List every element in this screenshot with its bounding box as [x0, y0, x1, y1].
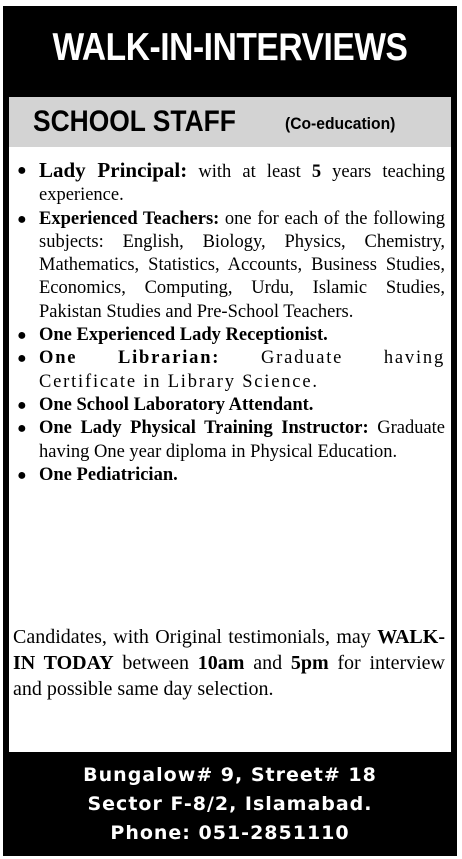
position-desc: with at least — [187, 162, 312, 182]
list-item — [9, 464, 451, 487]
bullet-icon: ● — [17, 466, 27, 484]
walkin-emphasis: WALK-IN TODAY — [13, 626, 445, 674]
list-item — [9, 208, 451, 324]
list-item — [9, 347, 451, 394]
start-time: 10am — [197, 652, 245, 674]
position-title: Experienced Teachers: — [39, 208, 220, 229]
position-desc: Graduate having One year diploma in Physical Education. — [39, 418, 446, 462]
contact-footer — [3, 761, 457, 848]
list-item — [9, 159, 451, 208]
position-title: Lady Principal: — [39, 158, 188, 182]
position-title: One Experienced Lady Receptionist. — [39, 325, 328, 346]
advertisement — [3, 6, 457, 856]
ad-title: WALK-IN-INTERVIEWS — [52, 26, 408, 69]
subheader-note: (Co-education) — [285, 114, 396, 133]
address-line-2: Sector F-8/2, Islamabad. — [87, 793, 373, 815]
bullet-icon: ● — [17, 327, 27, 345]
closing-paragraph — [13, 624, 445, 702]
subheader-band — [9, 97, 451, 147]
position-title: One Pediatrician. — [39, 464, 178, 485]
bullet-icon: ● — [17, 162, 27, 179]
position-desc: Graduate having Certificate in Library Science. — [39, 348, 445, 392]
bullet-icon: ● — [17, 396, 27, 414]
bullet-icon: ● — [17, 420, 27, 438]
phone-line: Phone: 051-2851110 — [110, 822, 350, 844]
position-title: One School Laboratory Attendant. — [39, 394, 314, 415]
bullet-icon: ● — [17, 350, 29, 368]
position-desc: years teaching experience. — [39, 162, 445, 206]
closing-text: and — [244, 652, 291, 674]
years-required: 5 — [311, 162, 322, 182]
subheader-title: SCHOOL STAFF — [33, 105, 236, 138]
position-desc: one for each of the following subjects: English, Biology, Physics, Chemistry, Mathematics, Statistics, Accounts, Business Studies, Economics, Computing, Urdu, Islamic Studies, Pakistan Studies and Pre-School Teachers. — [39, 208, 446, 322]
end-time: 5pm — [290, 652, 329, 674]
position-title: One Lady Physical Training Instructor: — [39, 418, 369, 439]
closing-text: between — [113, 652, 198, 674]
list-item — [9, 324, 451, 347]
closing-text: Candidates, with Original testimonials, may — [13, 626, 378, 648]
positions-list — [9, 159, 451, 487]
position-title: One Librarian: — [39, 348, 221, 369]
closing-text: for interview and possible same day selection. — [13, 652, 445, 700]
list-item — [9, 394, 451, 417]
address-line-1: Bungalow# 9, Street# 18 — [83, 764, 377, 786]
list-item — [9, 417, 451, 464]
bullet-icon: ● — [17, 210, 27, 228]
content-panel — [9, 97, 451, 752]
